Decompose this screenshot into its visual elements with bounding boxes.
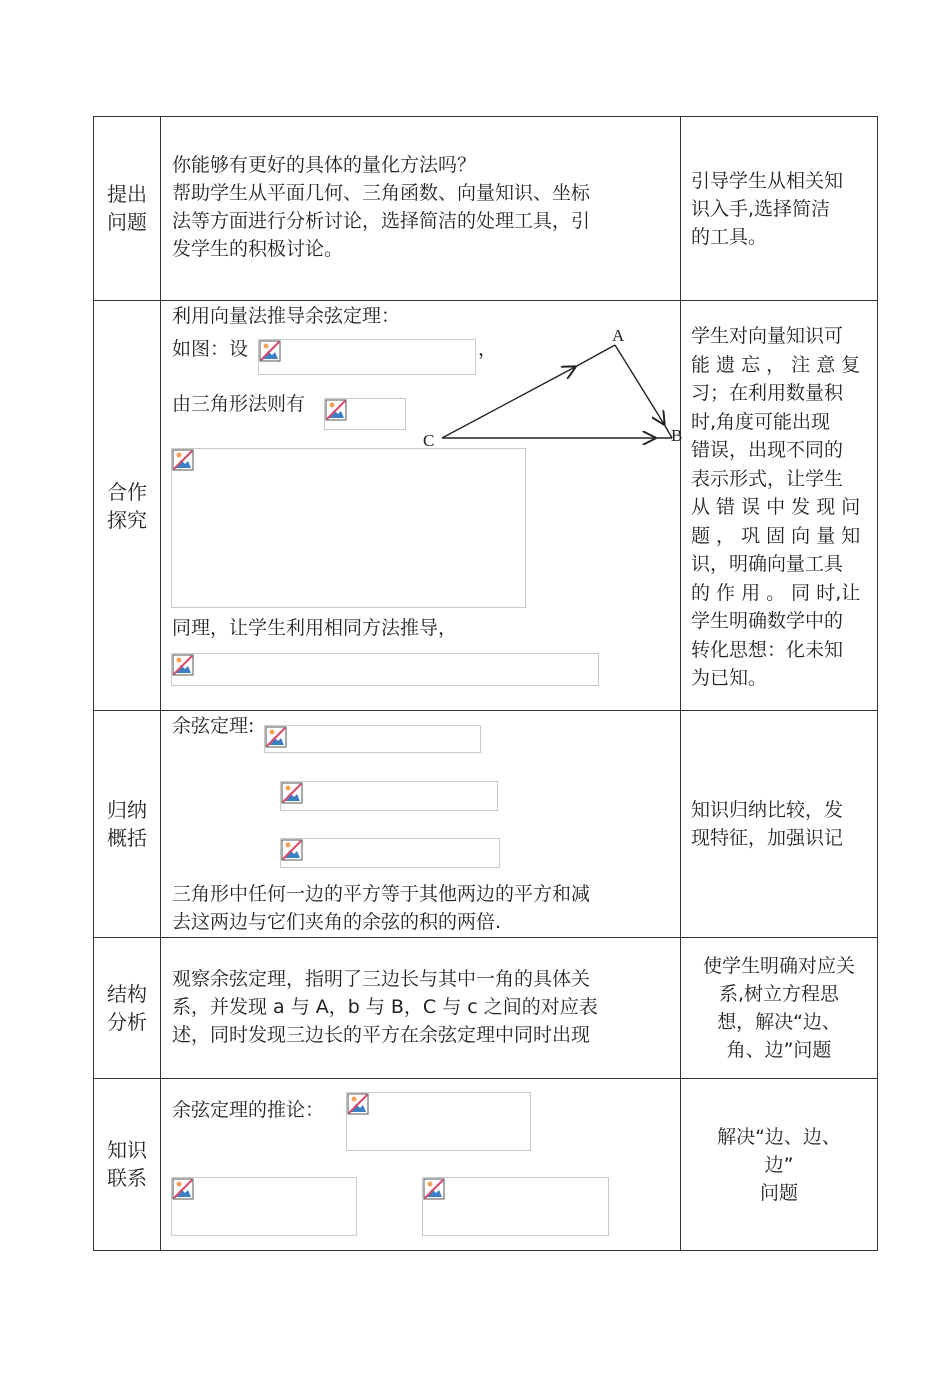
vertex-c-label: C xyxy=(423,431,435,450)
row-label-line: 归纳 xyxy=(107,798,147,822)
vertex-b-label: B xyxy=(671,426,683,445)
formula-image xyxy=(264,725,481,753)
content-line: 利用向量法推导余弦定理： xyxy=(172,305,401,327)
row-note xyxy=(684,952,874,1064)
content-line: 三角形中任何一边的平方等于其他两边的平方和减 xyxy=(172,883,591,905)
broken-image-icon xyxy=(265,726,287,748)
row-label-line: 结构 xyxy=(107,982,147,1006)
row-label xyxy=(94,980,160,1036)
content-line: 余弦定理的推论： xyxy=(172,1099,325,1121)
row-label-line: 分析 xyxy=(107,1010,147,1034)
note-line: 转化思想：化未知 xyxy=(691,638,844,661)
note-line: 题 ， 巩 固 向 量 知 xyxy=(691,524,861,547)
note-line: 系,树立方程思 xyxy=(718,983,840,1005)
note-line: 角、边”问题 xyxy=(726,1039,832,1061)
note-line: 边” xyxy=(764,1154,794,1176)
broken-image-icon xyxy=(172,1178,194,1200)
formula-image xyxy=(280,781,498,811)
broken-image-icon xyxy=(347,1093,369,1115)
row-label-line: 概括 xyxy=(107,826,147,850)
note-line: 使学生明确对应关 xyxy=(702,955,855,977)
content-line: 你能够有更好的具体的量化方法吗？ xyxy=(172,154,477,176)
row-note xyxy=(691,322,871,693)
inline-text: 如图：设 xyxy=(172,338,249,360)
note-line: 的工具。 xyxy=(691,226,768,248)
note-line: 现特征，加强识记 xyxy=(691,827,844,849)
note-line: 错误，出现不同的 xyxy=(691,439,844,461)
broken-image-icon xyxy=(423,1178,445,1200)
row-content xyxy=(172,965,677,1049)
note-line: 解决“边、边、 xyxy=(717,1126,841,1148)
content-line: 系，并发现 a 与 A，b 与 B，C 与 c 之间的对应表 xyxy=(172,996,598,1018)
formula-image xyxy=(280,838,500,868)
content-line: 余弦定理: xyxy=(172,715,255,737)
note-line: 为已知。 xyxy=(691,667,768,689)
content-line: 帮助学生从平面几何、三角函数、向量知识、坐标 xyxy=(172,182,591,204)
inline-text: ， xyxy=(478,338,498,360)
row-label-line: 知识 xyxy=(107,1138,147,1162)
row-label-line: 探究 xyxy=(107,508,147,532)
note-line: 引导学生从相关知 xyxy=(691,170,844,192)
row-label-line: 合作 xyxy=(107,480,147,504)
vector-ca xyxy=(442,367,575,438)
note-line: 学生对向量知识可 xyxy=(691,325,844,347)
row-label-line: 联系 xyxy=(107,1166,147,1190)
vector-ab xyxy=(615,345,664,424)
formula-image xyxy=(171,1177,357,1236)
note-line: 时,角度可能出现 xyxy=(691,410,831,433)
note-line: 知识归纳比较，发 xyxy=(691,799,844,821)
note-line: 能 遗 忘 ， 注 意 复 xyxy=(691,353,861,376)
row-label-line: 问题 xyxy=(107,210,147,234)
note-line: 从 错 误 中 发 现 问 xyxy=(691,496,861,518)
row-label xyxy=(94,796,160,852)
vertex-a-label: A xyxy=(612,326,625,345)
content-line: 述，同时发现三边长的平方在余弦定理中同时出现 xyxy=(172,1024,591,1046)
broken-image-icon xyxy=(281,782,303,804)
content-line: 观察余弦定理，指明了三边长与其中一角的具体关 xyxy=(172,968,591,990)
content-line: 法等方面进行分析讨论，选择简洁的处理工具，引 xyxy=(172,210,591,232)
row-content xyxy=(172,880,677,936)
formula-image xyxy=(346,1092,531,1151)
content-line: 同理，让学生利用相同方法推导， xyxy=(172,617,458,639)
row-label-line: 提出 xyxy=(107,182,147,206)
note-line: 表示形式，让学生 xyxy=(691,467,844,490)
row-note xyxy=(684,1123,874,1207)
row-note xyxy=(691,796,871,852)
note-line: 问题 xyxy=(759,1182,798,1204)
note-line: 识入手,选择简洁 xyxy=(691,198,831,220)
note-line: 想，解决“边、 xyxy=(717,1011,841,1033)
formula-image xyxy=(422,1177,609,1236)
content-line: 发学生的积极讨论。 xyxy=(172,238,344,260)
broken-image-icon xyxy=(281,839,303,861)
row-label xyxy=(94,1136,160,1192)
content-line: 去这两边与它们夹角的余弦的积的两倍. xyxy=(172,911,502,933)
note-line: 的 作 用 。 同 时,让 xyxy=(691,581,861,604)
note-line: 学生明确数学中的 xyxy=(691,610,844,632)
content-line: 由三角形法则有 xyxy=(172,393,306,415)
note-line: 习；在利用数量积 xyxy=(691,382,844,404)
note-line: 识，明确向量工具 xyxy=(691,553,844,575)
